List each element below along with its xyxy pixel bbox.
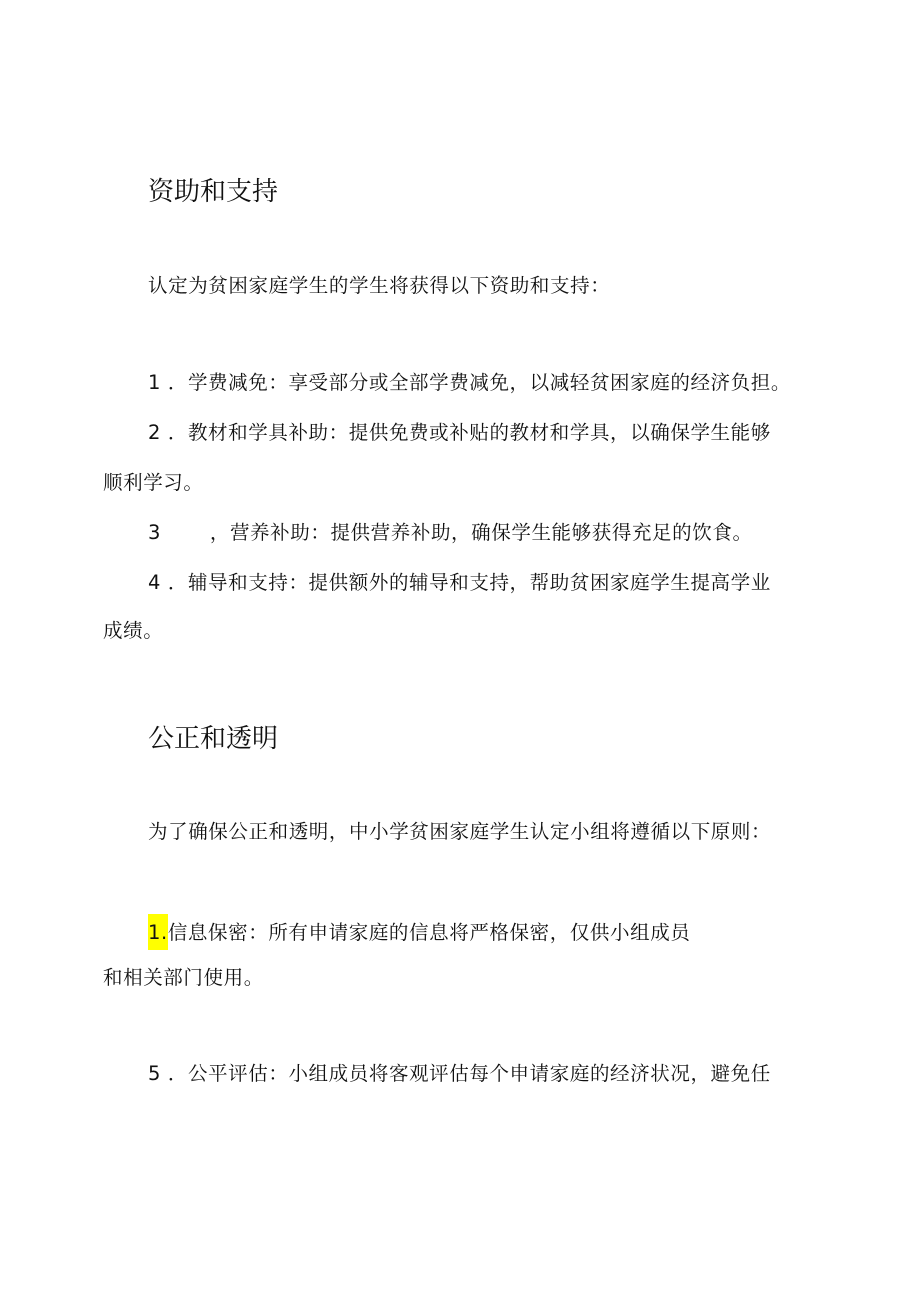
list-item-confidentiality: [148, 914, 690, 950]
list-separator: ．: [167, 421, 188, 444]
section-heading-funding: 资助和支持: [148, 177, 279, 207]
list-separator: ，: [209, 521, 230, 544]
list-item-textbooks: [148, 419, 771, 447]
list-separator: ．: [167, 371, 188, 394]
highlighted-list-number: 1.: [148, 914, 168, 950]
list-separator: ．: [167, 1062, 188, 1085]
list-item-text: 教材和学具补助：提供免费或补贴的教材和学具，以确保学生能够: [187, 421, 771, 444]
list-item-tutoring: [148, 569, 771, 597]
list-item-tutoring-continuation: 成绩。: [103, 619, 164, 642]
list-separator: ．: [167, 571, 188, 594]
list-number: 5: [148, 1062, 162, 1085]
list-number: 2: [148, 421, 162, 444]
list-item-text: 营养补助：提供营养补助，确保学生能够获得充足的饮食。: [229, 521, 753, 544]
section-heading-fairness: 公正和透明: [148, 724, 279, 754]
list-number: 1: [148, 371, 162, 394]
list-item-text: 辅导和支持：提供额外的辅导和支持，帮助贫困家庭学生提高学业: [187, 571, 771, 594]
fairness-intro: 为了确保公正和透明，中小学贫困家庭学生认定小组将遵循以下原则：: [148, 820, 772, 843]
list-item-textbooks-continuation: 顺利学习。: [103, 471, 204, 494]
funding-intro: 认定为贫困家庭学生的学生将获得以下资助和支持：: [148, 274, 611, 297]
list-item-text: 公平评估：小组成员将客观评估每个申请家庭的经济状况，避免任: [187, 1062, 771, 1085]
list-number: 3: [148, 521, 162, 544]
list-item-confidentiality-continuation: 和相关部门使用。: [103, 966, 264, 989]
list-item-fair-assessment: [148, 1060, 771, 1088]
list-number: 4: [148, 571, 162, 594]
list-item-tuition: [148, 369, 791, 397]
list-item-text: 学费减免：享受部分或全部学费减免，以减轻贫困家庭的经济负担。: [187, 371, 791, 394]
list-item-text: 信息保密：所有申请家庭的信息将严格保密，仅供小组成员: [167, 921, 691, 944]
list-item-nutrition: [148, 519, 753, 547]
